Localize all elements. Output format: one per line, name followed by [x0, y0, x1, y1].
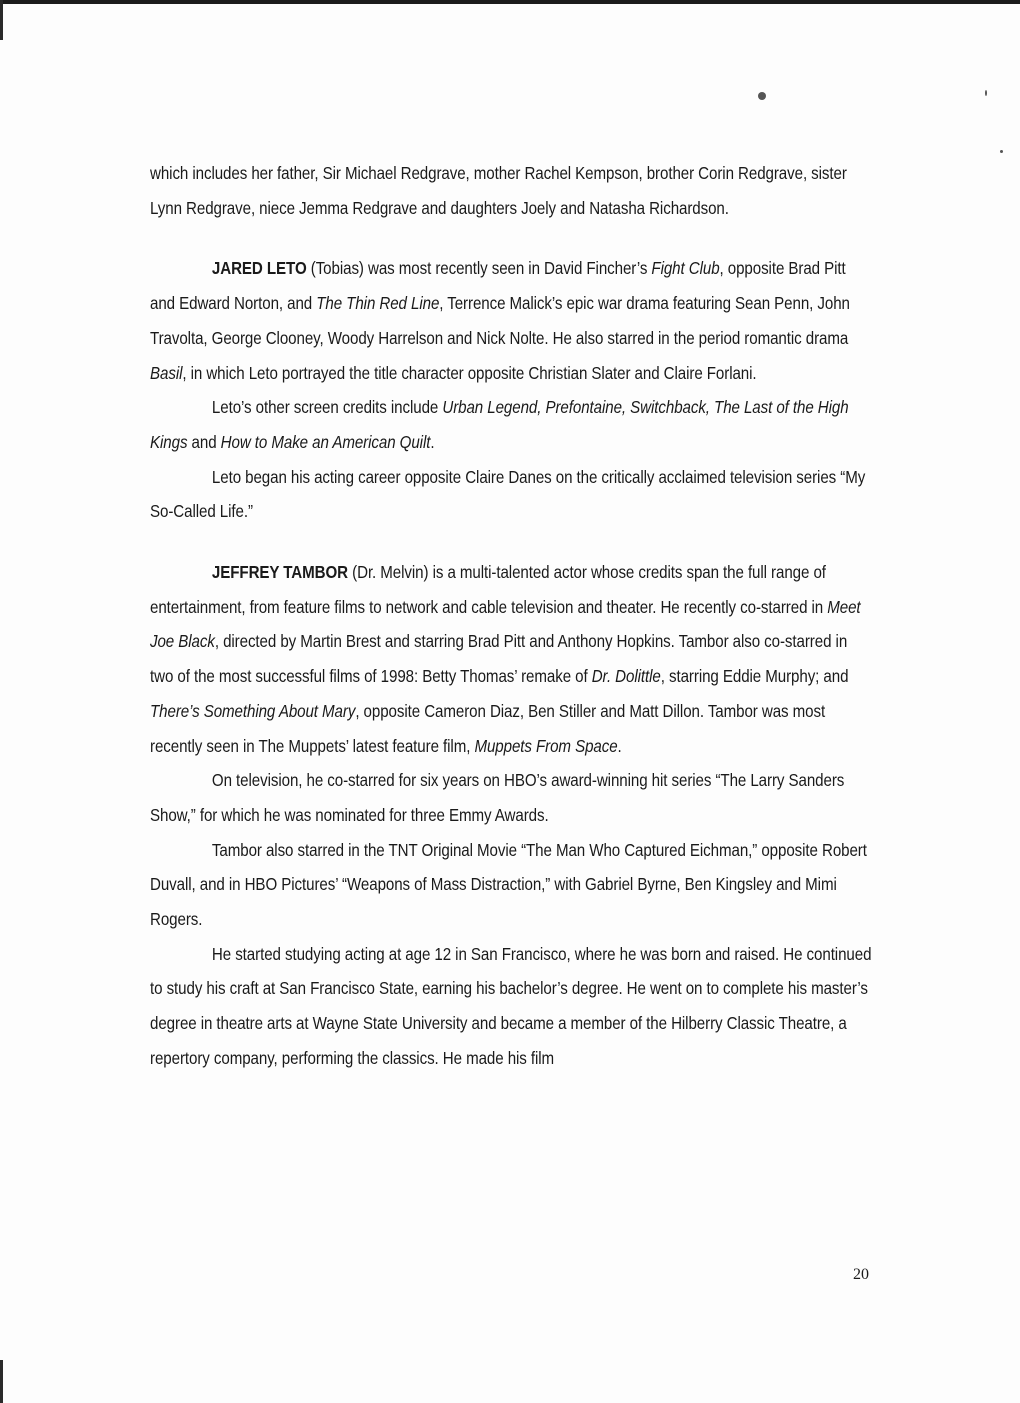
title-italic: Basil: [150, 362, 183, 383]
text-run: and: [187, 431, 221, 452]
text-run: , opposite Cameron Diaz, Ben Stiller and Matt Dillon. Tambor was most recently seen in The Muppets’ latest feature film,: [150, 700, 826, 756]
person-name: JEFFREY TAMBOR: [211, 562, 349, 583]
title-italic: How to Make an American Quilt: [220, 431, 431, 452]
paragraph-tambor-tnt: [150, 833, 872, 937]
paragraph-jared-leto-bio: [150, 251, 872, 390]
title-italic: Dr. Dolittle: [591, 666, 661, 687]
text-run: He started studying acting at age 12 in San Francisco, where he was born and raised. He continued to study his craft at San Francisco State, earning his bachelor’s degree. He went on to complete his master’s degree in theatre arts at Wayne State University and became a member of the Hilberry Classic Theatre, a repertory company, performing the classics. He made his film: [150, 943, 872, 1068]
text-run: (Tobias) was most recently seen in David Fincher’s: [306, 258, 652, 279]
text-run: (Dr. Melvin) is a multi-talented actor whose credits span the full range of entertainment, from feature films to network and cable television and theater. He recently co-starred in: [150, 562, 828, 617]
scan-edge-top: [0, 0, 1020, 4]
text-run: Tambor also starred in the TNT Original Movie “The Man Who Captured Eichman,” opposite Robert Duvall, and in HBO Pictures’ “Weapons of Mass Distraction,” with Gabriel Byrne, Ben Kingsley and Mimi Rogers.: [150, 839, 867, 930]
paragraph-leto-career: [150, 460, 872, 529]
paragraph-jeffrey-tambor-bio: [150, 555, 872, 763]
text-run: On television, he co-starred for six years on HBO’s award-winning hit series “The Larry Sanders Show,” for which he was nominated for three Emmy Awards.: [150, 770, 845, 825]
text-run: , Terrence Malick’s epic war drama featuring Sean Penn, John Travolta, George Clooney, Woody Harrelson and Nick Nolte. He also starred in the period romantic drama: [150, 293, 850, 348]
title-italic: Fight Club: [651, 258, 720, 279]
paragraph-redgrave-family: [150, 156, 872, 225]
title-italic: The Thin Red Line: [316, 293, 440, 314]
paragraph-tambor-training: [150, 937, 872, 1076]
text-run: , in which Leto portrayed the title character opposite Christian Slater and Claire Forlani.: [182, 362, 757, 383]
document-body: [150, 156, 872, 1076]
page-number: 20: [853, 1266, 869, 1283]
paragraph-leto-credits: [150, 390, 872, 459]
text-run: , directed by Martin Brest and starring Brad Pitt and Anthony Hopkins. Tambor also co-starred in two of the most successful films of 1998: Betty Thomas’ remake of: [150, 631, 848, 687]
title-italic: Urban Legend, Prefontaine, Switchback, The Last of the High Kings: [150, 397, 849, 452]
scan-speck: [758, 92, 766, 100]
person-name: JARED LETO: [211, 258, 307, 279]
text-run: Leto’s other screen credits include: [211, 397, 443, 418]
paragraph-tambor-television: [150, 763, 872, 832]
scan-edge-left-bottom: [0, 1360, 3, 1403]
title-italic: Muppets From Space: [474, 735, 618, 756]
scan-speck: [1000, 150, 1003, 153]
title-italic: Meet Joe Black: [150, 596, 861, 652]
text-run: .: [430, 431, 435, 452]
text-run: , opposite Brad Pitt and Edward Norton, and: [150, 258, 846, 314]
text-run: Leto began his acting career opposite Claire Danes on the critically acclaimed television series “My So-Called Life.”: [150, 466, 866, 522]
scan-speck: [985, 90, 987, 96]
text-run: , starring Eddie Murphy; and: [660, 666, 849, 687]
text-run: .: [617, 735, 622, 756]
text-run: which includes her father, Sir Michael Redgrave, mother Rachel Kempson, brother Corin Redgrave, sister Lynn Redgrave, niece Jemma Redgrave and daughters Joely and Natasha Richardson.: [150, 163, 847, 218]
scan-edge-left: [0, 0, 3, 40]
title-italic: There’s Something About Mary: [150, 700, 356, 721]
